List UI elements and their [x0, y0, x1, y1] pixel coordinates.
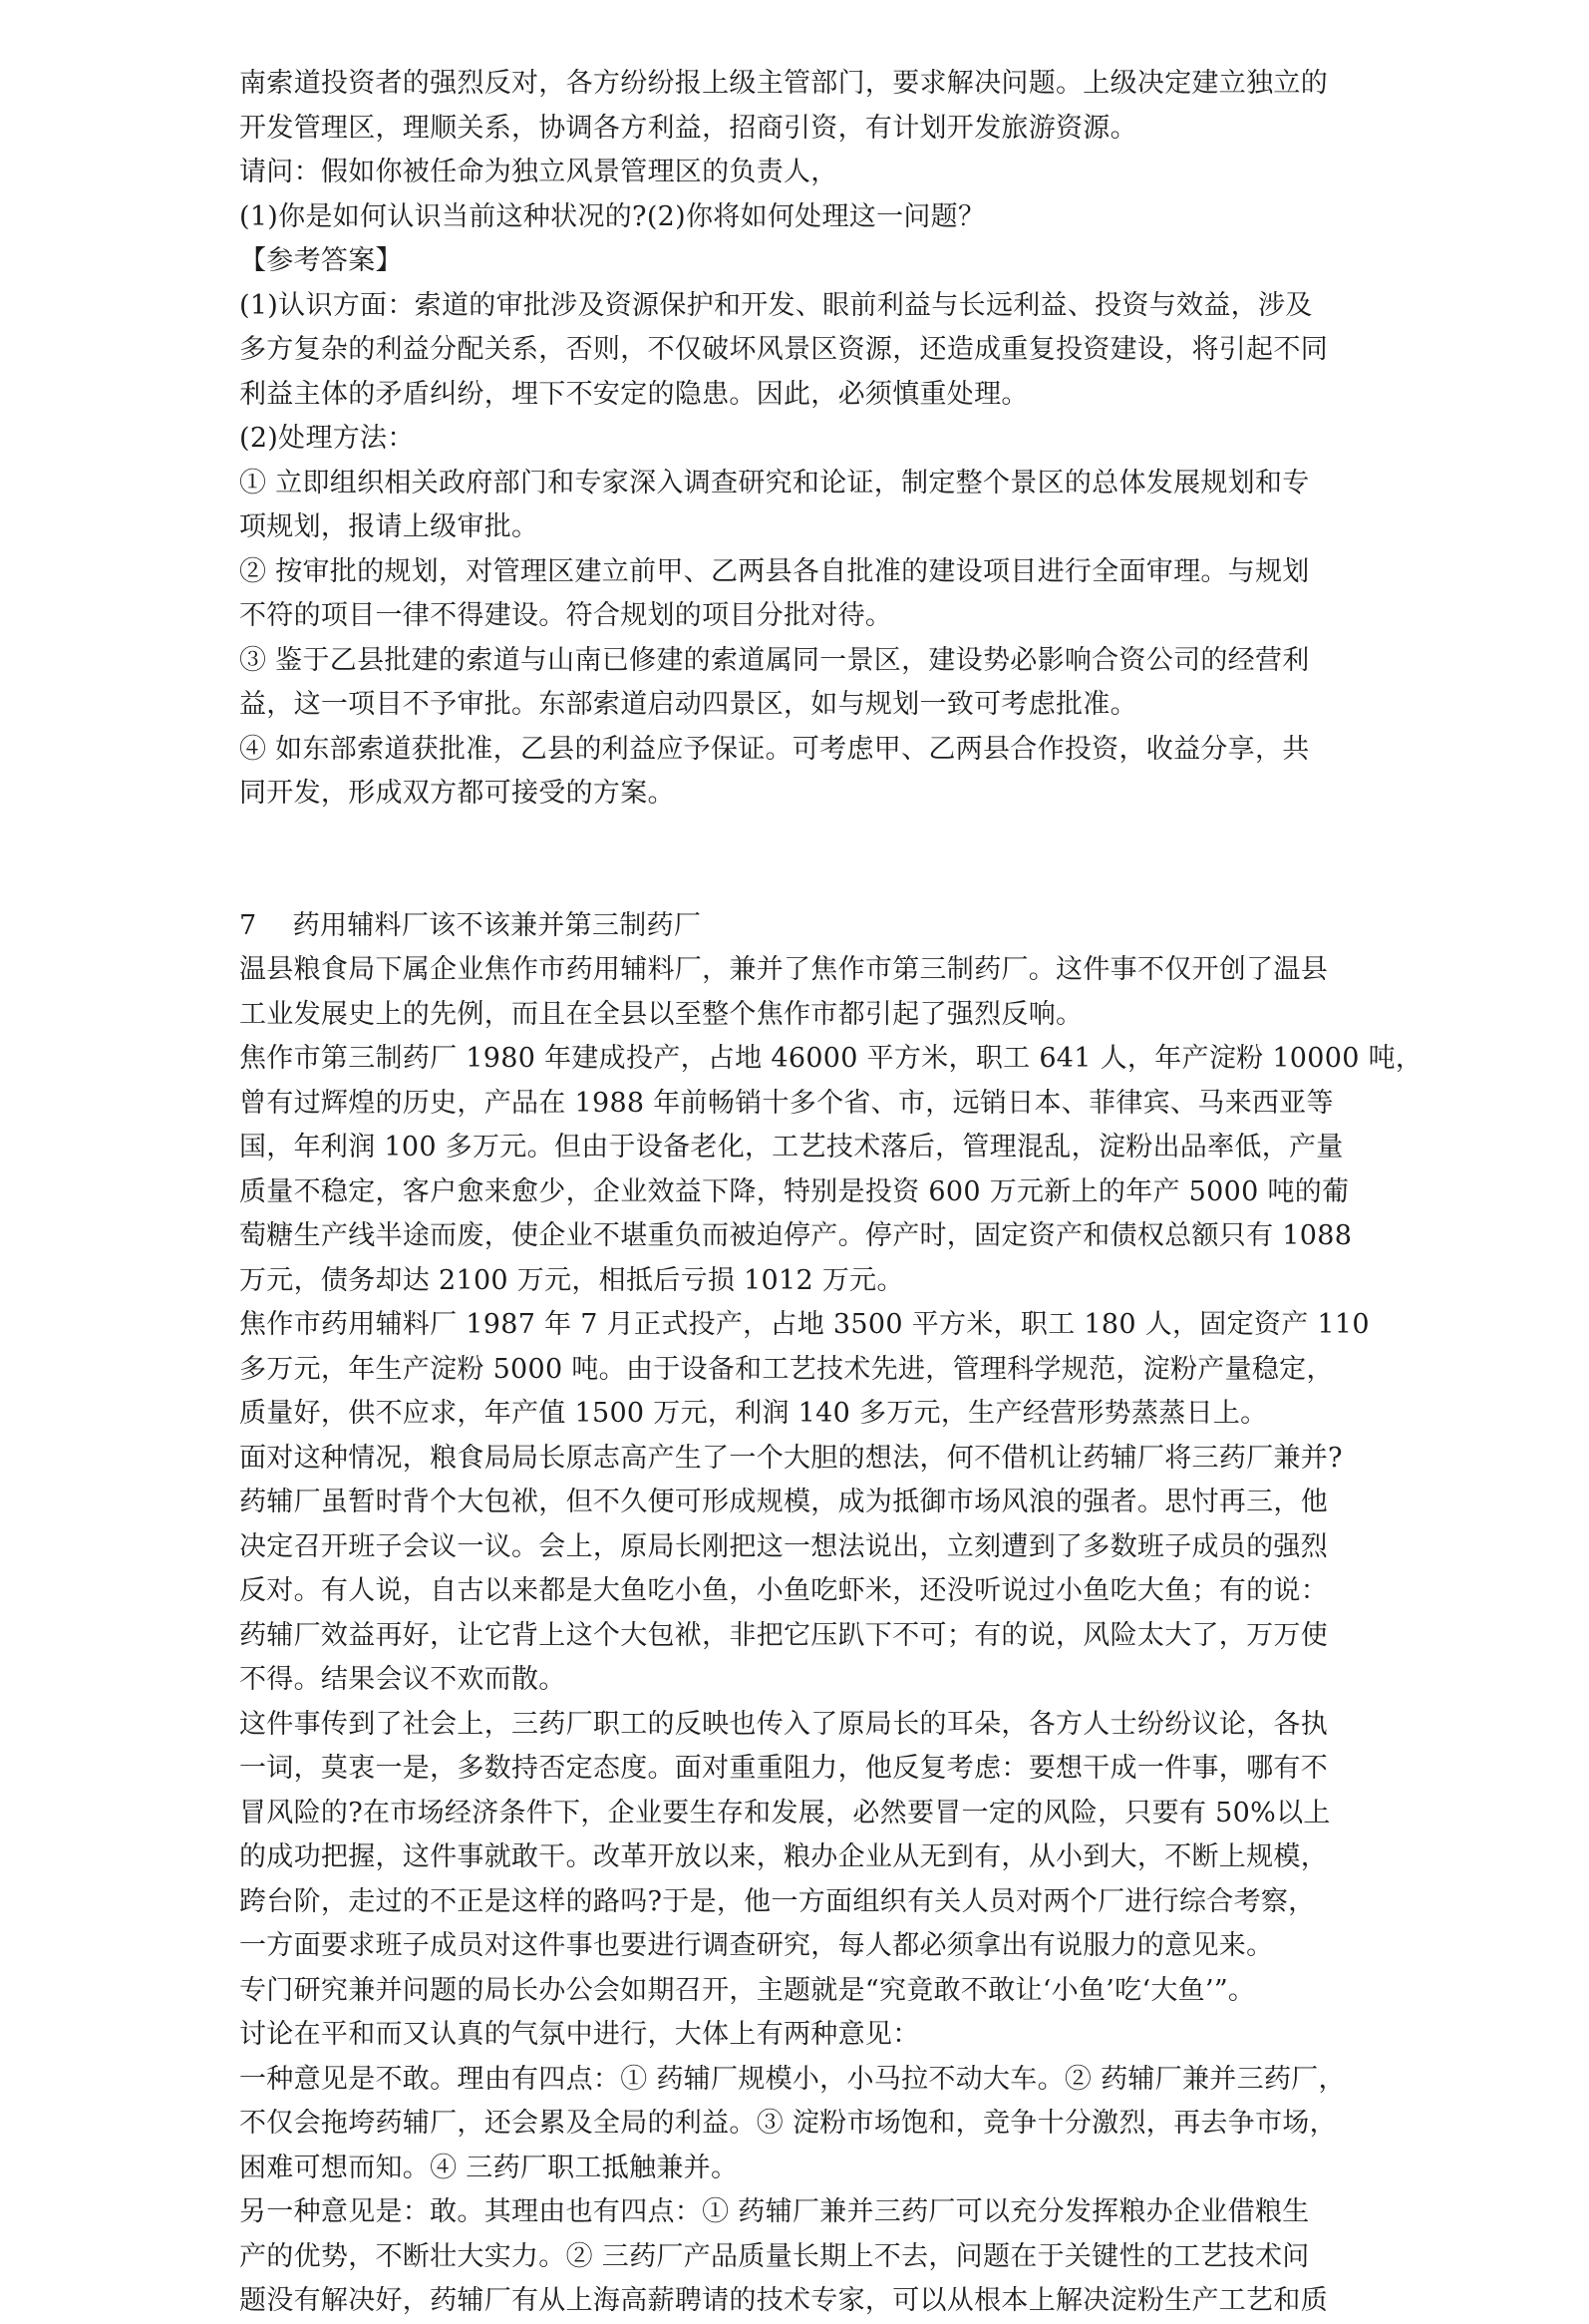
paragraph-line: 冒风险的?在市场经济条件下，企业要生存和发展，必然要冒一定的风险，只要有 50%以上: [239, 1797, 1331, 1828]
section-reference-answer: [239, 62, 1352, 817]
paragraph-line: 一词，莫衷一是，多数持否定态度。面对重重阻力，他反复考虑：要想干成一件事，哪有不: [239, 1753, 1328, 1784]
paragraph-line: ① 立即组织相关政府部门和专家深入调查研究和论证，制定整个景区的总体发展规划和专: [239, 467, 1310, 498]
paragraph-line: 一方面要求班子成员对这件事也要进行调查研究，每人都必须拿出有说服力的意见来。: [239, 1930, 1274, 1961]
section-case-7: [239, 904, 1424, 2324]
paragraph-line: 同开发，形成双方都可接受的方案。: [239, 778, 675, 809]
paragraph-line: ② 按审批的规划，对管理区建立前甲、乙两县各自批准的建设项目进行全面审理。与规划: [239, 555, 1310, 587]
paragraph-line: 多万元，年生产淀粉 5000 吨。由于设备和工艺技术先进，管理科学规范，淀粉产量稳定，: [239, 1353, 1334, 1385]
paragraph-line: 产的优势，不断壮大实力。② 三药厂产品质量长期上不去，问题在于关键性的工艺技术问: [239, 2240, 1310, 2272]
paragraph-line: 题没有解决好，药辅厂有从上海高薪聘请的技术专家，可以从根本上解决淀粉生产工艺和质: [239, 2285, 1328, 2316]
paragraph-line: 质量不稳定，客户愈来愈少，企业效益下降，特别是投资 600 万元新上的年产 5000 吨的葡: [239, 1175, 1350, 1207]
paragraph-line: 这件事传到了社会上，三药厂职工的反映也传入了原局长的耳朵，各方人士纷纷议论，各执: [239, 1708, 1328, 1740]
paragraph-line: 曾有过辉煌的历史，产品在 1988 年前畅销十多个省、市，远销日本、菲律宾、马来西亚等: [239, 1087, 1334, 1119]
paragraph-line: 不得。结果会议不欢而散。: [239, 1664, 566, 1695]
case-heading: 7 药用辅料厂该不该兼并第三制药厂: [239, 909, 702, 941]
paragraph-line: 南索道投资者的强烈反对，各方纷纷报上级主管部门，要求解决问题。上级决定建立独立的: [239, 68, 1328, 99]
section-gap: [239, 817, 1352, 904]
paragraph-line: ③ 鉴于乙县批建的索道与山南已修建的索道属同一景区，建设势必影响合资公司的经营利: [239, 644, 1310, 676]
paragraph-line: 温县粮食局下属企业焦作市药用辅料厂，兼并了焦作市第三制药厂。这件事不仅开创了温县: [239, 954, 1328, 985]
document-page: [239, 62, 1424, 2324]
paragraph-line: 质量好，供不应求，年产值 1500 万元，利润 140 多万元，生产经营形势蒸蒸日上。: [239, 1398, 1268, 1429]
paragraph-line: (1)你是如何认识当前这种状况的?(2)你将如何处理这一问题？: [239, 200, 986, 232]
paragraph-line: 【参考答案】: [239, 245, 403, 276]
paragraph-line: 请问：假如你被任命为独立风景管理区的负责人，: [239, 157, 838, 187]
paragraph-line: 药辅厂效益再好，让它背上这个大包袱，非把它压趴下不可；有的说，风险太大了，万万使: [239, 1619, 1328, 1651]
paragraph-line: 焦作市药用辅料厂 1987 年 7 月正式投产，占地 3500 平方米，职工 180 人，固定资产 110: [239, 1309, 1370, 1340]
paragraph-line: 跨台阶，走过的不正是这样的路吗?于是，他一方面组织有关人员对两个厂进行综合考察，: [239, 1885, 1316, 1917]
paragraph-line: 反对。有人说，自古以来都是大鱼吃小鱼，小鱼吃虾米，还没听说过小鱼吃大鱼；有的说：: [239, 1575, 1328, 1606]
paragraph-line: 决定召开班子会议一议。会上，原局长刚把这一想法说出，立刻遭到了多数班子成员的强烈: [239, 1530, 1328, 1562]
paragraph-line: 不仅会拖垮药辅厂，还会累及全局的利益。③ 淀粉市场饱和，竞争十分激烈，再去争市场，: [239, 2108, 1337, 2139]
paragraph-line: 困难可想而知。④ 三药厂职工抵触兼并。: [239, 2152, 739, 2183]
paragraph-line: 国，年利润 100 多万元。但由于设备老化，工艺技术落后，管理混乱，淀粉出品率低，产量: [239, 1132, 1344, 1162]
paragraph-line: 一种意见是不敢。理由有四点：① 药辅厂规模小，小马拉不动大车。② 药辅厂兼并三药厂，: [239, 2063, 1346, 2095]
paragraph-line: 专门研究兼并问题的局长办公会如期召开，主题就是“究竟敢不敢让‘小鱼’吃‘大鱼’”。: [239, 1974, 1256, 2006]
paragraph-line: 项规划，报请上级审批。: [239, 511, 539, 542]
paragraph-line: 利益主体的矛盾纠纷，埋下不安定的隐患。因此，必须慎重处理。: [239, 378, 1029, 410]
paragraph-line: 焦作市第三制药厂 1980 年建成投产，占地 46000 平方米，职工 641 人，年产淀粉 10000 吨，: [239, 1043, 1424, 1074]
paragraph-line: 另一种意见是：敢。其理由也有四点：① 药辅厂兼并三药厂可以充分发挥粮办企业借粮生: [239, 2196, 1310, 2227]
paragraph-line: 开发管理区，理顺关系，协调各方利益，招商引资，有计划开发旅游资源。: [239, 112, 1137, 144]
paragraph-line: (2)处理方法：: [239, 423, 415, 454]
paragraph-line: 不符的项目一律不得建设。符合规划的项目分批对待。: [239, 600, 893, 631]
paragraph-line: (1)认识方面：索道的审批涉及资源保护和开发、眼前利益与长远利益、投资与效益，涉及: [239, 289, 1313, 321]
paragraph-line: 的成功把握，这件事就敢干。改革开放以来，粮办企业从无到有，从小到大，不断上规模，: [239, 1841, 1328, 1872]
paragraph-line: 多方复杂的利益分配关系，否则，不仅破坏风景区资源，还造成重复投资建设，将引起不同: [239, 334, 1328, 365]
paragraph-line: 工业发展史上的先例，而且在全县以至整个焦作市都引起了强烈反响。: [239, 998, 1084, 1030]
paragraph-line: 萄糖生产线半途而废，使企业不堪重负而被迫停产。停产时，固定资产和债权总额只有 1088: [239, 1220, 1353, 1251]
paragraph-line: 万元，债务却达 2100 万元，相抵后亏损 1012 万元。: [239, 1264, 904, 1296]
paragraph-line: ④ 如东部索道获批准，乙县的利益应予保证。可考虑甲、乙两县合作投资，收益分享，共: [239, 733, 1310, 765]
paragraph-line: 药辅厂虽暂时背个大包袱，但不久便可形成规模，成为抵御市场风浪的强者。思忖再三，他: [239, 1487, 1328, 1517]
paragraph-line: 益，这一项目不予审批。东部索道启动四景区，如与规划一致可考虑批准。: [239, 689, 1137, 720]
paragraph-line: 讨论在平和而又认真的气氛中进行，大体上有两种意见：: [239, 2019, 920, 2050]
paragraph-line: 面对这种情况，粮食局局长原志高产生了一个大胆的想法，何不借机让药辅厂将三药厂兼并?: [239, 1442, 1343, 1474]
